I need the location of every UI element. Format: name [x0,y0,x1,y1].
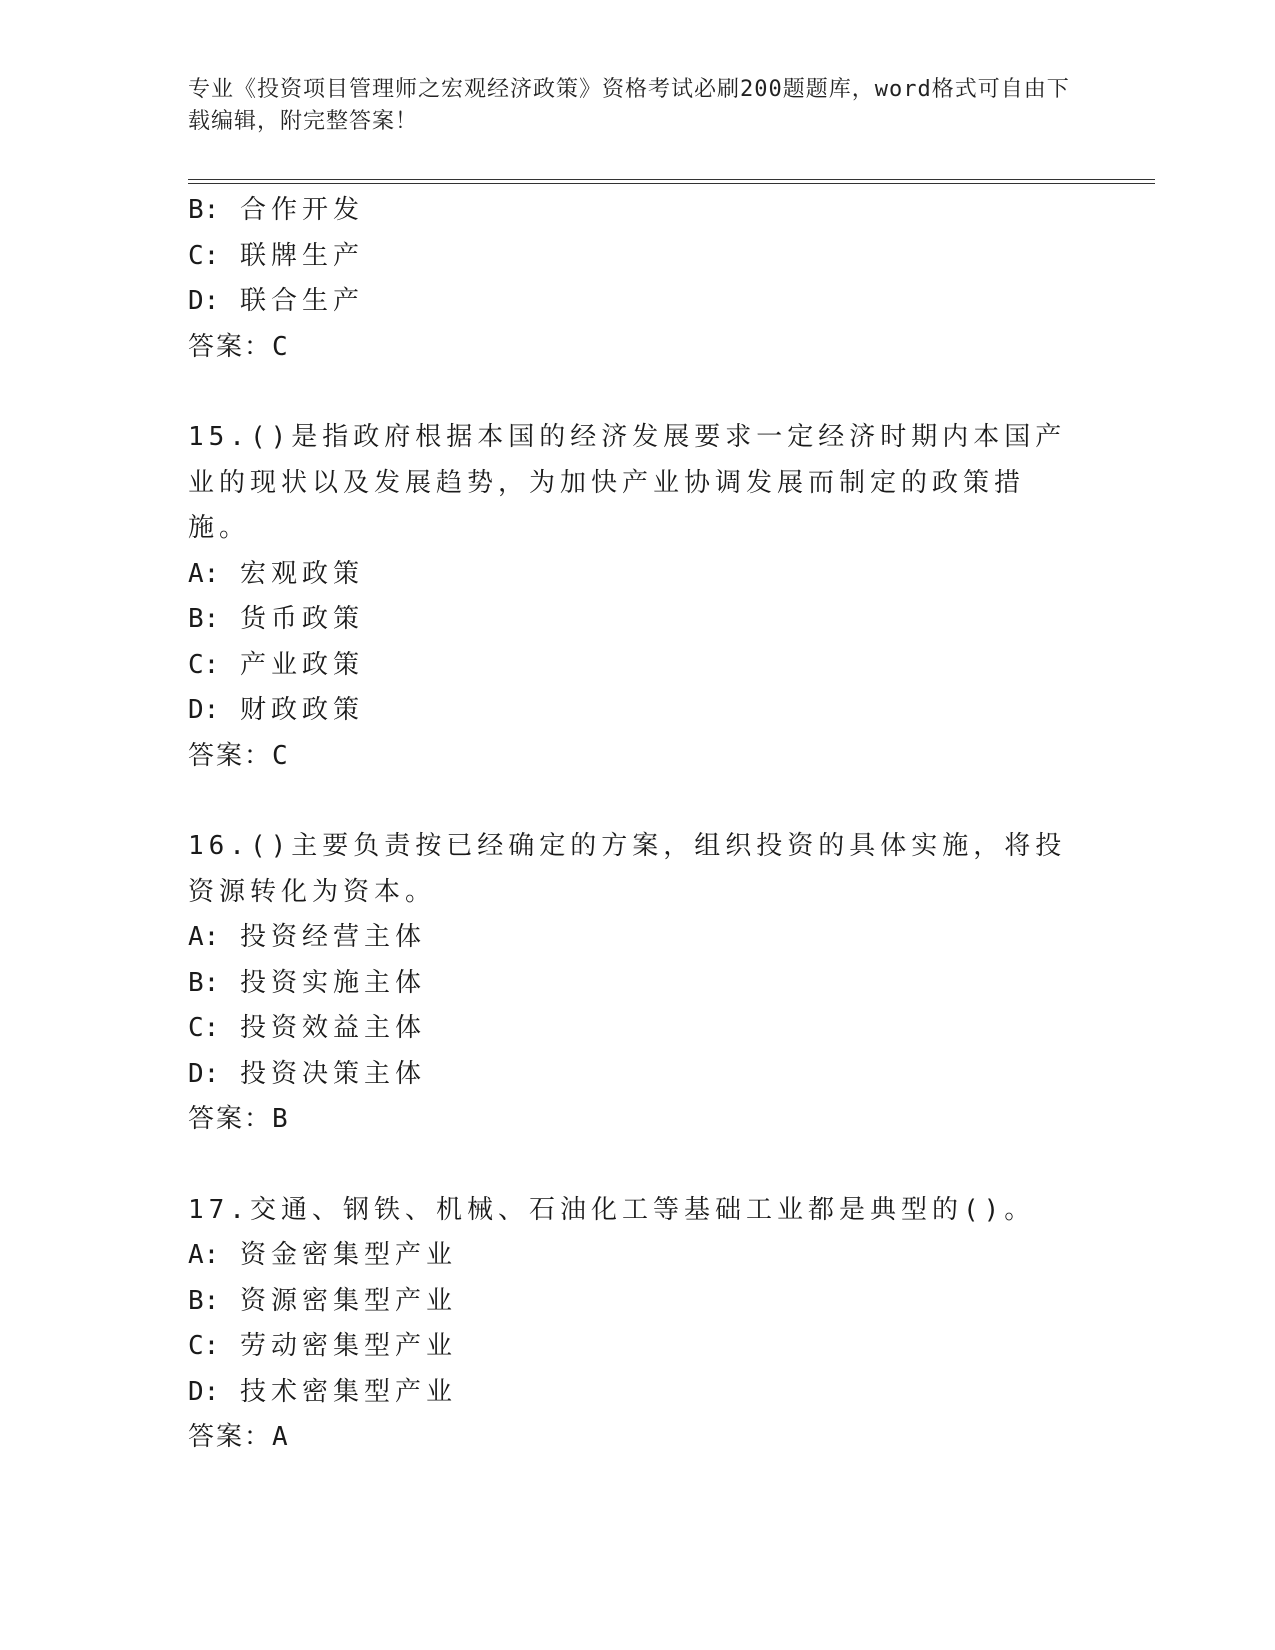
answer-line: 答案：A [188,1422,290,1452]
option-line [188,1370,1088,1416]
option-letter: A: [188,558,220,589]
option-line [188,688,1088,734]
page-header: 专业《投资项目管理师之宏观经济政策》资格考试必刷200题题库，word格式可自由下载编辑，附完整答案！ [188,77,1070,134]
question-content [188,188,1088,1461]
option-text: 财政政策 [239,695,364,725]
option-letter: C: [188,1013,220,1043]
option-text: 技术密集型产业 [239,1376,457,1407]
option-line [188,915,1088,961]
option-text: 合作开发 [239,195,364,225]
header-rule-bottom [188,183,1155,184]
option-text: 联牌生产 [239,240,364,271]
option-letter: A: [188,1240,220,1270]
option-text: 产业政策 [239,649,364,680]
option-line [188,188,1088,234]
option-text: 投资效益主体 [239,1013,426,1043]
option-letter: B: [188,604,220,634]
option-line [188,597,1088,643]
option-text: 资金密集型产业 [239,1240,457,1270]
question-16 [188,824,1088,1143]
question-text: 17.交通、钢铁、机械、石油化工等基础工业都是典型的()。 [188,1194,1036,1225]
option-letter: B: [188,967,220,998]
option-line [188,1006,1088,1052]
option-text: 宏观政策 [239,558,364,589]
option-letter: B: [188,1285,220,1316]
question-17 [188,1188,1088,1461]
continued-question [188,188,1088,370]
option-letter: C: [188,649,220,680]
option-letter: D: [188,1058,220,1089]
option-letter: B: [188,195,220,225]
option-line [188,1279,1088,1325]
option-line [188,279,1088,325]
option-letter: D: [188,286,220,316]
option-line [188,1324,1088,1370]
option-line [188,234,1088,280]
option-text: 劳动密集型产业 [239,1331,457,1361]
answer-line: 答案：B [188,1104,290,1134]
header-rule-top [188,179,1155,180]
answer-line: 答案：C [188,331,290,362]
question-text: 15.()是指政府根据本国的经济发展要求一定经济时期内本国产业的现状以及发展趋势，为加快产业协调发展而制定的政策措施。 [188,422,1067,543]
option-text: 投资实施主体 [239,967,426,998]
question-15 [188,415,1088,779]
option-line [188,552,1088,598]
option-line [188,961,1088,1007]
option-line [188,643,1088,689]
option-text: 货币政策 [239,604,364,634]
option-letter: C: [188,1331,220,1361]
option-text: 投资经营主体 [239,922,426,952]
option-line [188,1052,1088,1098]
answer-line: 答案：C [188,740,290,771]
question-text: 16.()主要负责按已经确定的方案，组织投资的具体实施，将投资源转化为资本。 [188,831,1067,907]
option-line [188,1233,1088,1279]
option-letter: C: [188,240,220,271]
option-letter: D: [188,695,220,725]
option-text: 资源密集型产业 [239,1285,457,1316]
option-letter: D: [188,1376,220,1407]
option-text: 联合生产 [239,286,364,316]
option-text: 投资决策主体 [239,1058,426,1089]
option-letter: A: [188,922,220,952]
